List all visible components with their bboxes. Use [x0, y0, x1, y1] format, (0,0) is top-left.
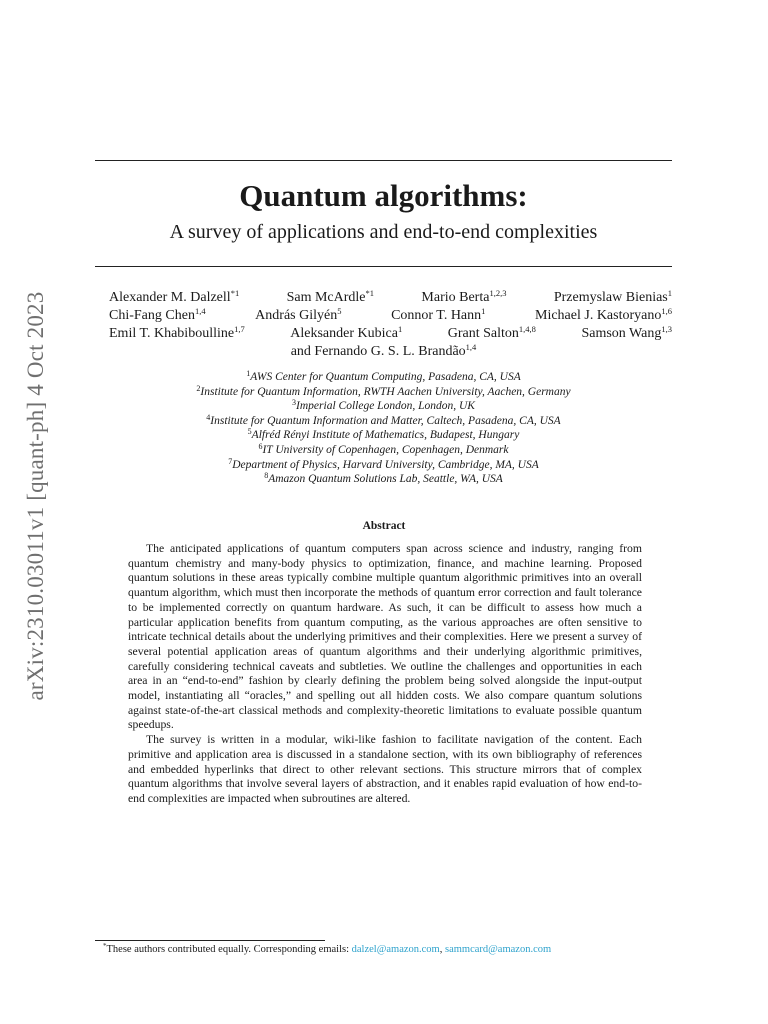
footnote-separator: , [439, 944, 445, 955]
paper-subtitle: A survey of applications and end-to-end complexities [169, 221, 598, 243]
affiliation: $^6$IT University of Copenhagen, Copenhagen, Denmark [258, 441, 509, 456]
footnote-text: These authors contributed equally. Corresponding emails: [106, 944, 352, 955]
author: Michael J. Kastoryano$^{1,6}$ [535, 306, 672, 323]
affiliation: $^8$Amazon Quantum Solutions Lab, Seattle, WA, USA [264, 471, 503, 486]
abstract-body [128, 542, 642, 807]
author: Grant Salton$^{1,4,8}$ [447, 324, 536, 341]
author-list [95, 289, 672, 361]
affiliation: $^3$Imperial College London, London, UK [292, 398, 475, 413]
abstract-paragraph: The survey is written in a modular, wiki-like fashion to facilitate navigation of the content. Each primitive and application area is discussed in a standalone section, with its own bibliography of references and embedded hyperlinks that direct to other relevant sections. This structure mirrors that of complex quantum algorithms that involve several layers of abstraction, and it enables rapid evaluation of how end-to-end complexities are impacted when subroutines are altered. [128, 733, 642, 805]
author: Emil T. Khabiboulline$^{1,7}$ [109, 324, 245, 341]
abstract-paragraph: The anticipated applications of quantum computers span across science and industry, ranging from quantum chemistry and many-body physics to optimization, finance, and machine learning. Proposed quantum solutions in these areas typically combine multiple quantum algorithmic primitives into an overall quantum algorithm, which must then incorporate the methods of quantum error correction and fault tolerance to be implemented correctly on quantum hardware. As such, it can be difficult to assess how much a particular application benefits from quantum computing, as the various approaches are often sensitive to intricate technical details about the underlying primitives and their complexities. Here we present a survey of several potential application areas of quantum algorithms and their underlying algorithmic primitives, carefully considering technical caveats and subtleties. We outline the challenges and opportunities in each area in an “end-to-end” fashion by clearly defining the problem being solved alongside the input-output model, instantiating all “oracles,” and spelling out all hidden costs. We also compare quantum solutions against state-of-the-art classical methods and complexity-theoretic limitations to evaluate possible quantum speedups. [128, 542, 642, 732]
footnote-mark: * [103, 942, 107, 950]
author-row [95, 325, 672, 343]
paper-title: Quantum algorithms: [239, 178, 528, 213]
affiliation-list [95, 370, 672, 487]
author: Aleksander Kubica$^1$ [290, 324, 403, 341]
author: and Fernando G. S. L. Brandão$^{1,4}$ [290, 342, 477, 359]
email-link-dalzel[interactable]: dalzel@amazon.com [351, 944, 440, 955]
author: Przemyslaw Bienias$^1$ [553, 288, 672, 305]
affiliation: $^7$Department of Physics, Harvard University, Cambridge, MA, USA [228, 456, 539, 471]
affiliation: $^1$AWS Center for Quantum Computing, Pasadena, CA, USA [246, 369, 521, 383]
author: Samson Wang$^{1,3}$ [581, 324, 672, 341]
author: Chi-Fang Chen$^{1,4}$ [109, 306, 206, 323]
author: Alexander M. Dalzell$^{*1}$ [109, 288, 240, 305]
author-row [95, 289, 672, 307]
top-rule [95, 160, 672, 161]
footnote-rule [95, 940, 325, 941]
affiliation: $^2$Institute for Quantum Information, RWTH Aachen University, Aachen, Germany [196, 383, 571, 398]
author-row [95, 307, 672, 325]
abstract-heading: Abstract [362, 520, 406, 532]
arxiv-identifier: arXiv:2310.03011v1 [quant-ph] 4 Oct 2023 [23, 291, 48, 701]
email-link-sammcard[interactable]: sammcard@amazon.com [444, 944, 552, 955]
title-bottom-rule [95, 266, 672, 267]
affiliation: $^5$Alfréd Rényi Institute of Mathematics, Budapest, Hungary [247, 427, 520, 442]
author: András Gilyén$^5$ [255, 306, 342, 323]
footnote [103, 944, 551, 955]
author: Connor T. Hann$^1$ [391, 306, 486, 323]
author: Sam McArdle$^{*1}$ [286, 288, 375, 305]
affiliation: $^4$Institute for Quantum Information and Matter, Caltech, Pasadena, CA, USA [206, 412, 561, 427]
author: Mario Berta$^{1,2,3}$ [421, 288, 507, 305]
author-row [95, 343, 672, 361]
